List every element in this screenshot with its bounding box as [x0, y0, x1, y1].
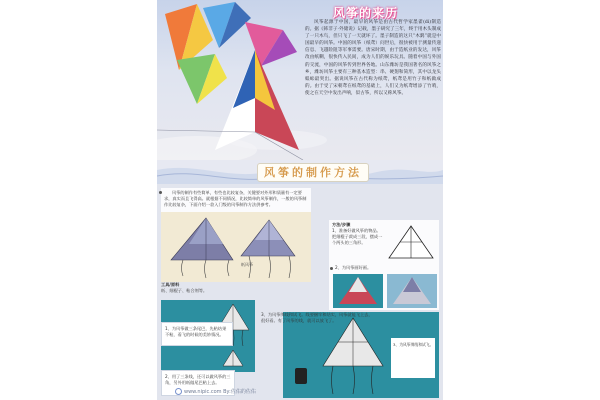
painted-kites-photo — [333, 274, 437, 308]
instructions-section — [157, 184, 443, 400]
nipic-logo-icon — [175, 388, 182, 395]
hero-section — [157, 0, 443, 160]
watermark-text: www.nipic.com By:佐佑的佐佑 — [184, 389, 256, 395]
methods-paint-label: 2、为风筝画好画。 — [335, 265, 372, 270]
teal-kite-photo-2 — [161, 348, 255, 372]
step1-text: 1、为风筝做三条尾巴，先粘结果不粘，看飞的时候的美妙情况。 — [165, 326, 227, 337]
hero-paragraph: 风筝起源于中国，最早的风筝是由古代哲学家墨翟(di)制造的。据《韩非子·外储说》记载，墨子研究了三年，终于用木头制成了一只木鸟，但只飞了一天就坏了。墨子制造的这只“木鹞”就是中国最早的风筝。中国的风筝（纸鸢）问世后，很快被用于测量传递信息、飞越险阻等军事需要。唐宋时期，由于造纸业的发达，风筝改由纸糊，很快传入民间，成为人们的娱乐玩具。随着中国与外国的交流，中国的风筝传到世界各地。山东潍坊是我国著名的风筝之乡，潍坊风筝主要有三种基本造型：串、硬翅和简形，其中以龙头蜈蚣最突出。据说风筝在古代称为纸鸢，纸鸢是用竹子和纸做成的。由于受了宋朝鸢在纸鸢的基础上，人们又为纸鸢增添了竹哨，使之在天空中发出声响，似古筝，所以又称风筝。 — [305, 20, 441, 96]
page-document — [157, 0, 443, 400]
methods-step1: 1、准备好做风筝的物品。把细棍子裁成三段，摆成一个两头的三角形。 — [332, 228, 383, 245]
methods-card — [329, 220, 439, 310]
section-banner — [157, 160, 443, 184]
step2-text: 2、用了三条线，还可以做风筝的三角，另外用纸做尾巴粘上去。 — [165, 374, 231, 385]
step1-card — [161, 322, 233, 346]
tools-items: 纸、细棍子、粘合剂等。 — [161, 288, 208, 293]
tail-note: 3、为风筝绑线和试飞。 — [393, 342, 434, 347]
banner-title: 风筝的制作方法 — [257, 163, 369, 182]
tools-block — [161, 282, 281, 296]
intro-text: 风筝的制作有些简单，有些也比较复杂，关键要对外形和质量有一定要求，真实而且飞得高。就根据不同情况，比较简单的风筝制作，一般的风筝制作比较复杂，下面介绍一款入门级的风筝制作方法供参考。 — [164, 190, 307, 207]
bullet-dot-icon — [159, 191, 162, 194]
paper-kite-caption: 纸风筝 — [241, 262, 253, 267]
triangle-frame-diagram — [387, 224, 435, 260]
caption3-card — [261, 312, 373, 326]
paper-kite-photo — [161, 212, 311, 282]
tools-heading: 工具/原料 — [161, 282, 180, 287]
bullet-dot-icon — [330, 267, 333, 270]
caption3-text: 3、为风筝绑线和试飞。线要捆牢和结实，风筝就能飞上去，很好看。有了风筝的线，就可以放飞了。 — [261, 312, 373, 323]
hero-title: 风筝的来历 — [333, 6, 399, 20]
watermark — [175, 388, 256, 395]
methods-heading: 方法/步骤 — [332, 222, 351, 227]
